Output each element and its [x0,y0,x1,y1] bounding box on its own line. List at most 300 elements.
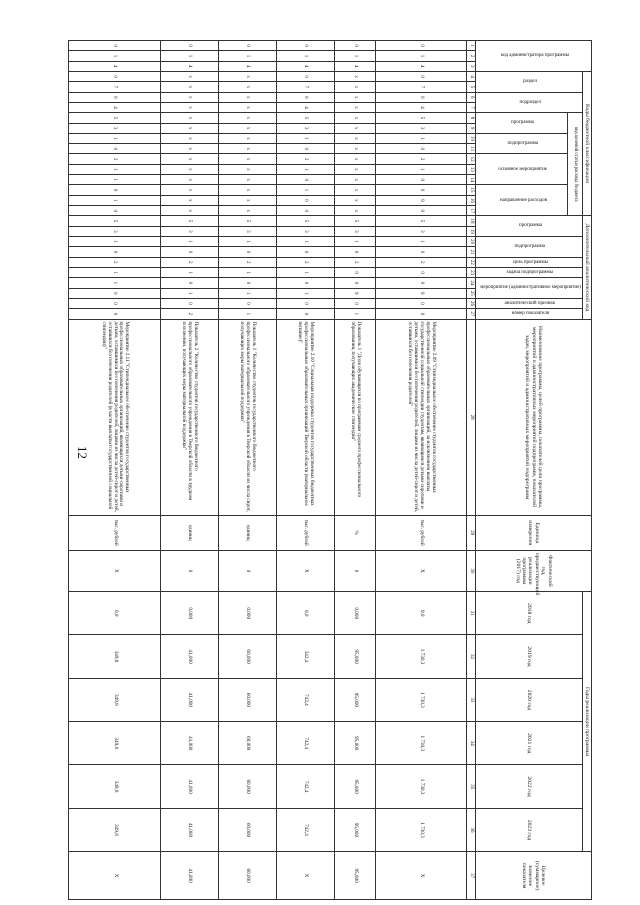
code-cell-20: 1 [218,236,276,246]
code-cell-24: 1 [69,278,160,288]
code-cell-11: x [218,144,276,154]
table-header [467,41,592,900]
column-number-31: 31 [467,592,476,635]
code-cell-19: 3 [276,226,334,236]
code-cell-3: 4 [69,61,160,71]
code-cell-3: 4 [376,61,467,71]
code-cell-9: 3 [376,123,467,133]
row-value-1: 0,000 [160,592,218,635]
row-target: 41,000 [160,852,218,900]
row-unit: единиц [218,515,276,550]
subsection-header-label: подраздел [519,99,541,105]
indicator-number-header [475,309,582,319]
column-number-2: 2 [467,51,476,61]
year-header-1: 2018 год [475,592,582,635]
code-cell-14: 1 [69,175,160,185]
code-cell-10: 1 [69,133,160,143]
column-number-28: 28 [467,319,476,515]
code-cell-9: 3 [69,123,160,133]
code-cell-10: x [334,133,375,143]
column-number-34: 34 [467,722,476,765]
code-cell-13: 1 [276,164,334,174]
code-cell-26: 0 [276,298,334,308]
code-cell-5: 7 [276,82,334,92]
code-cell-15: x [160,185,218,195]
row-value-5: 742,4 [276,765,334,808]
code-cell-3: 4 [276,61,334,71]
code-cell-24: 0 [160,278,218,288]
code-cell-27: 0 [276,309,334,319]
row-unit: тыс. рублей [276,515,334,550]
code-cell-22: 2 [69,257,160,267]
row-value-3: 349,8 [69,678,160,721]
row-value-5: 1 730,3 [376,765,467,808]
code-cell-3: 4 [160,61,218,71]
code-cell-26: 0 [218,298,276,308]
dal-subprogram-header [475,236,582,257]
code-cell-6: x [334,92,375,102]
code-cell-16: x [334,195,375,205]
indicator-number-header-label: номер показателя [511,311,549,317]
code-cell-11: x [160,144,218,154]
year-header-2: 2019 год [475,635,582,678]
code-cell-25: 1 [218,288,276,298]
row-value-1: 0,0 [69,592,160,635]
code-cell-23: 1 [218,267,276,277]
code-cell-25: 9 [334,288,375,298]
code-cell-4: x [218,71,276,81]
code-cell-12: 2 [276,154,334,164]
row-value-3: 60,000 [218,678,276,721]
row-value-6: 349,8 [69,808,160,851]
code-cell-20: 1 [376,236,467,246]
code-cell-19: 3 [69,226,160,236]
code-cell-14: x [218,175,276,185]
section-header-label: раздел [523,78,538,84]
code-cell-11: 0 [276,144,334,154]
page-number: 12 [75,446,90,459]
code-cell-8: x [160,113,218,123]
code-cell-14: x [160,175,218,185]
column-number-36: 36 [467,808,476,851]
code-cell-16: 9 [376,195,467,205]
code-cell-23: 0 [376,267,467,277]
program-header-label: программа [511,120,535,126]
code-cell-8: x [334,113,375,123]
code-cell-15: 1 [276,185,334,195]
code-cell-24: 0 [334,278,375,288]
code-cell-17: x [218,206,276,216]
code-cell-18: 5 [69,216,160,226]
column-number-11: 11 [467,144,476,154]
code-cell-15: x [334,185,375,195]
code-cell-1: 0 [218,41,276,51]
code-cell-2: 1 [376,51,467,61]
code-cell-25: 9 [376,288,467,298]
row-value-5: 60,000 [218,765,276,808]
code-cell-3: 4 [218,61,276,71]
code-cell-25: 1 [276,288,334,298]
code-cell-9: 3 [276,123,334,133]
code-cell-23: 0 [334,267,375,277]
code-cell-21: 0 [160,247,218,257]
header-row [582,41,591,900]
column-number-35: 35 [467,765,476,808]
row-actual: 0 [334,550,375,591]
code-cell-27: 0 [69,309,160,319]
code-cell-7: x [160,102,218,112]
subprogram-header [475,133,567,154]
code-cell-1: 0 [276,41,334,51]
row-value-2: 95,000 [334,635,375,678]
row-actual: Х [276,550,334,591]
code-cell-2: 1 [160,51,218,61]
code-cell-17: x [160,206,218,216]
dal-subprogram-header-label: подпрограмма [514,243,546,249]
year-header-5: 2022 год [475,765,582,808]
goal-program-header [475,257,582,267]
goal-subprogram-header [475,267,582,277]
row-value-4: 60,000 [218,722,276,765]
row-value-4: 1 730,3 [376,722,467,765]
column-number-26: 26 [467,298,476,308]
code-cell-21: 0 [334,247,375,257]
code-cell-21: 0 [276,247,334,257]
column-number-9: 9 [467,123,476,133]
code-cell-23: 1 [276,267,334,277]
row-unit: единиц [160,515,218,550]
code-cell-27: 2 [160,309,218,319]
row-value-6: 60,000 [218,808,276,851]
row-value-3: 742,4 [276,678,334,721]
row-value-4: 95,000 [334,722,375,765]
code-cell-12: x [218,154,276,164]
code-cell-6: 0 [69,92,160,102]
row-name: Показатель 1 "Доля обучающихся по программам среднего профессионального образования, получающих академические стипендии" [334,319,375,515]
column-number-8: 8 [467,113,476,123]
code-cell-3: 4 [334,61,375,71]
indicator-sign-header-label: аналитический признак [504,300,556,306]
row-value-1: 0,000 [334,592,375,635]
code-cell-18: 5 [276,216,334,226]
code-cell-2: 1 [218,51,276,61]
row-value-2: 60,000 [218,635,276,678]
column-number-27: 27 [467,309,476,319]
code-cell-26: 0 [334,298,375,308]
code-cell-17: x [334,206,375,216]
code-cell-4: 0 [276,71,334,81]
code-cell-12: x [334,154,375,164]
row-unit: тыс. рублей [69,515,160,550]
rotated-table-area [100,40,592,900]
column-number-18: 18 [467,216,476,226]
code-cell-1: 0 [376,41,467,51]
code-cell-7: x [218,102,276,112]
code-cell-21: 0 [376,247,467,257]
row-value-3: 41,000 [160,678,218,721]
code-cell-14: x [334,175,375,185]
code-cell-6: x [218,92,276,102]
row-target: 95,000 [334,852,375,900]
row-actual: 0 [218,550,276,591]
code-cell-5: x [218,82,276,92]
code-cell-2: 1 [69,51,160,61]
table-row [334,41,375,900]
code-cell-1: 0 [69,41,160,51]
code-cell-13: 1 [376,164,467,174]
column-number-10: 10 [467,133,476,143]
column-number-37: 37 [467,852,476,900]
table-row [218,41,276,900]
year-header-3: 2020 год [475,678,582,721]
dal-program-header [475,216,582,237]
row-name: Мероприятие 2.09 "Стипендиальное обеспечение студентов государственных профессиональных образовательных организаций, за исключением выплаты государственной социальной стипендии студентам, являющимся детьми-сиротами и детьми, оставшимися без попечения родителей, лицами из числа детей-сирот и детей, оставшихся без попечения родителей" [376,319,467,515]
column-number-22: 22 [467,257,476,267]
column-number-5: 5 [467,82,476,92]
row-value-5: 349,8 [69,765,160,808]
column-number-1: 1 [467,41,476,51]
code-cell-17: 0 [276,206,334,216]
row-value-2: 41,000 [160,635,218,678]
column-number-7: 7 [467,102,476,112]
row-value-3: 1 730,3 [376,678,467,721]
code-cell-22: 2 [160,257,218,267]
expense-direction-header-label: направление расходов [499,197,547,203]
row-name: Мероприятие 2.11 "Стипендиальное обеспечение студентов государственных профессиональных образовательных организаций, являющихся детьми-сиротами и детьми, оставшимися без попечения родителей, лицами из числа детей-сирот и детей, оставшихся без попечения родителей (в части выплаты государственной социальной стипендии)" [69,319,160,515]
code-cell-6: 0 [376,92,467,102]
column-number-21: 21 [467,247,476,257]
actual-year-header: Фактический год, предшествующий реализации программы (2017) год [475,550,591,591]
column-number-3: 3 [467,61,476,71]
code-cell-20: 1 [276,236,334,246]
code-cell-1: 0 [334,41,375,51]
table-row [69,41,160,900]
code-cell-10: 1 [376,133,467,143]
column-number-20: 20 [467,236,476,246]
row-target: Х [376,852,467,900]
code-cell-22: 2 [334,257,375,267]
code-cell-12: 2 [376,154,467,164]
code-cell-11: 0 [69,144,160,154]
code-cell-16: 0 [276,195,334,205]
row-value-1: 0,0 [276,592,334,635]
section-header [475,71,582,92]
code-cell-14: 0 [276,175,334,185]
code-cell-19: 3 [376,226,467,236]
code-cell-22: 2 [376,257,467,267]
code-cell-20: 1 [160,236,218,246]
code-cell-11: 0 [376,144,467,154]
event-header-label: мероприятие (административное мероприятие) [479,285,581,291]
code-cell-4: 0 [376,71,467,81]
header-row [467,41,476,900]
code-cell-21: 0 [69,247,160,257]
code-cell-18: 5 [334,216,375,226]
code-cell-2: 1 [276,51,334,61]
row-value-2: 1 730,3 [376,635,467,678]
years-caption-header: Годы реализации программы [582,592,591,852]
code-cell-5: 7 [376,82,467,92]
code-cell-5: 7 [69,82,160,92]
row-value-6: 742,4 [276,808,334,851]
row-value-5: 95,000 [334,765,375,808]
code-cell-21: 0 [218,247,276,257]
row-unit: тыс. рублей [376,515,467,550]
code-cell-14: 0 [376,175,467,185]
admin-code-header-label: код администратора программы [500,53,569,59]
code-cell-15: 0 [376,185,467,195]
row-value-2: 342,4 [276,635,334,678]
row-value-6: 41,000 [160,808,218,851]
row-value-1: 0,000 [218,592,276,635]
name-header: Наименование программы, целей программы, показателей цели программы, мероприятий и административных мероприятий подпрограмм, показателей задач, мероприятий и административных мероприятий подпрограмм [475,319,591,515]
column-number-14: 14 [467,175,476,185]
code-cell-5: x [160,82,218,92]
code-cell-26: 0 [376,298,467,308]
column-number-13: 13 [467,164,476,174]
column-number-17: 17 [467,206,476,216]
code-cell-18: 5 [376,216,467,226]
row-value-3: 95,000 [334,678,375,721]
column-number-30: 30 [467,550,476,591]
code-cell-17: 0 [69,206,160,216]
code-cell-27: 1 [334,309,375,319]
code-cell-16: 1 [69,195,160,205]
code-cell-23: 1 [160,267,218,277]
code-cell-8: 5 [69,113,160,123]
code-cell-24: 0 [376,278,467,288]
code-cell-7: 4 [69,102,160,112]
column-number-33: 33 [467,678,476,721]
goal-program-header-label: цель программы [512,259,548,265]
code-cell-13: 1 [69,164,160,174]
code-cell-7: 4 [276,102,334,112]
code-cell-17: 0 [376,206,467,216]
code-cell-24: 0 [276,278,334,288]
main-event-header [475,154,567,185]
goal-subprogram-header-label: задача подпрограммы [506,269,554,275]
row-value-4: 742,4 [276,722,334,765]
code-cell-8: x [218,113,276,123]
code-cell-4: 0 [69,71,160,81]
row-name: Показатель 1 "Количество студентов государственного бюджетного профессионального образовательного учреждения в Тверской области из числа сирот, получающих меры материальной поддержки" [218,319,276,515]
row-unit: % [334,515,375,550]
admin-code-header [475,41,591,72]
row-value-4: 41,000 [160,722,218,765]
column-number-4: 4 [467,71,476,81]
code-cell-4: x [160,71,218,81]
code-cell-27: 1 [218,309,276,319]
code-cell-16: x [218,195,276,205]
row-target: 60,000 [218,852,276,900]
column-number-12: 12 [467,154,476,164]
row-value-6: 1 730,3 [376,808,467,851]
row-actual: Х [69,550,160,591]
dal-program-header-label: программа [518,223,542,229]
code-cell-11: x [334,144,375,154]
year-header-6: 2023 год [475,808,582,851]
code-cell-10: 1 [276,133,334,143]
table-row [276,41,334,900]
code-cell-6: x [160,92,218,102]
code-cell-7: x [334,102,375,112]
code-cell-4: x [334,71,375,81]
code-cell-19: 3 [160,226,218,236]
subprogram-header-label: подпрограмма [507,140,539,146]
program-header [475,113,567,134]
row-actual: Х [376,550,467,591]
code-cell-18: 5 [160,216,218,226]
row-target: Х [276,852,334,900]
code-cell-8: 5 [376,113,467,123]
code-cell-9: x [160,123,218,133]
budget-codes-header: Коды бюджетной классификации [582,71,591,215]
code-cell-1: 0 [160,41,218,51]
subsection-header [475,92,582,113]
column-number-15: 15 [467,185,476,195]
code-cell-26: 0 [69,298,160,308]
code-cell-10: x [218,133,276,143]
target-header: Целевое (суммарное) значение показателя [475,852,591,900]
program-table [68,40,592,900]
code-cell-24: 0 [218,278,276,288]
code-cell-12: x [160,154,218,164]
table-row [160,41,218,900]
code-cell-8: 5 [276,113,334,123]
row-name: Показатель 2 "Количество студентов государственного бюджетного профессионального образовательного учреждения в Тверской области в трудном положении, получающих меры материальной поддержки" [160,319,218,515]
dal-code-header: Дополнительный аналитический код [582,216,591,319]
code-cell-19: 3 [218,226,276,236]
code-cell-10: x [160,133,218,143]
row-actual: 0 [160,550,218,591]
code-cell-6: 0 [276,92,334,102]
column-number-24: 24 [467,278,476,288]
row-target: Х [69,852,160,900]
landscape-sheet [100,40,592,900]
main-event-header-label: основное мероприятие [498,166,548,172]
code-cell-20: 1 [69,236,160,246]
row-name: Мероприятие 2.10 "Социальная поддержка студентов государственных бюджетных профессиональных образовательных организаций Тверской области (материальное питание)" [276,319,334,515]
code-cell-2: 1 [334,51,375,61]
code-cell-25: 1 [160,288,218,298]
column-number-19: 19 [467,226,476,236]
table-row [376,41,467,900]
code-cell-25: 0 [69,288,160,298]
column-number-6: 6 [467,92,476,102]
year-header-4: 2021 год [475,722,582,765]
code-cell-5: x [334,82,375,92]
code-cell-27: 0 [376,309,467,319]
code-cell-18: 5 [218,216,276,226]
expense-direction-header [475,185,567,216]
indicator-sign-header [475,298,582,308]
code-cell-9: x [218,123,276,133]
column-number-25: 25 [467,288,476,298]
row-value-6: 95,000 [334,808,375,851]
code-cell-13: x [334,164,375,174]
row-value-5: 41,000 [160,765,218,808]
code-cell-9: x [334,123,375,133]
code-cell-16: x [160,195,218,205]
code-cell-20: 1 [334,236,375,246]
code-cell-7: 4 [376,102,467,112]
code-cell-15: x [218,185,276,195]
code-cell-22: 2 [218,257,276,267]
code-cell-26: 0 [160,298,218,308]
table-body [69,41,467,900]
row-value-2: 349,8 [69,635,160,678]
code-cell-13: x [160,164,218,174]
